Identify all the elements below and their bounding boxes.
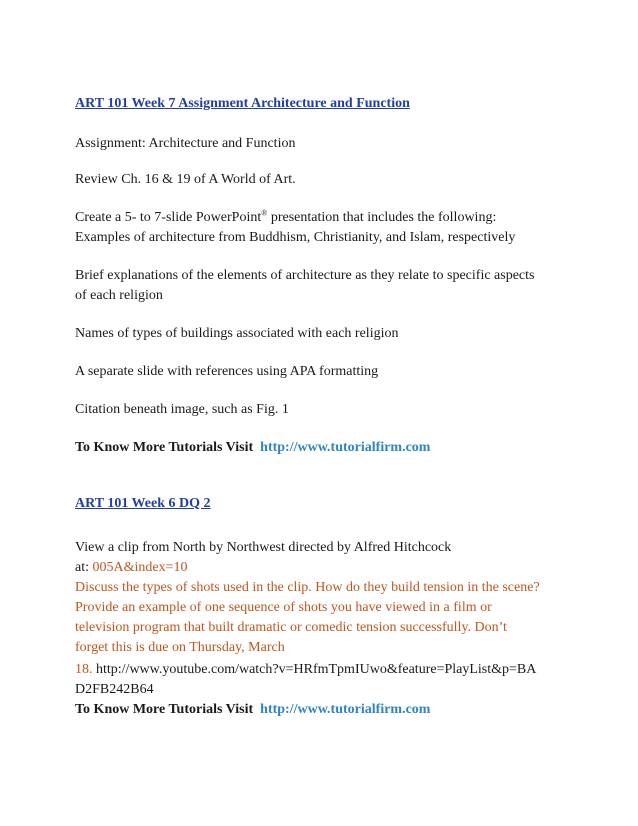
youtube-url-part2[interactable]: D2FB242B64	[75, 682, 154, 697]
tutorialfirm-link-2[interactable]: http://www.tutorialfirm.com	[260, 702, 431, 717]
review-text: Review Ch. 16 & 19 of A World of Art.	[75, 172, 296, 187]
provide-text-line1: Provide an example of one sequence of shots you have viewed in a film or	[75, 600, 492, 615]
more-tutorials-line-1	[75, 438, 430, 458]
separate-slide-text: A separate slide with references using APA formatting	[75, 364, 379, 379]
week7-heading-link[interactable]: ART 101 Week 7 Assignment Architecture and Function	[75, 96, 410, 111]
assignment-title: Assignment: Architecture and Function	[75, 136, 296, 151]
discuss-text: Discuss the types of shots used in the clip. How do they build tension in the scene?	[75, 580, 540, 595]
date-number: 18.	[75, 662, 96, 677]
url-line1[interactable]	[75, 660, 536, 680]
names-text: Names of types of buildings associated with each religion	[75, 326, 399, 341]
citation-text: Citation beneath image, such as Fig. 1	[75, 402, 289, 417]
week6-heading-link[interactable]: ART 101 Week 6 DQ 2	[75, 496, 211, 511]
forget-text: forget this is due on Thursday, March	[75, 640, 285, 655]
youtube-url-part1[interactable]: http://www.youtube.com/watch?v=HRfmTpmIUwo&feature=PlayList&p=BA	[96, 662, 537, 677]
create-post: presentation that includes the following:	[267, 210, 497, 225]
at-value: 005A&index=10	[92, 560, 188, 575]
brief-text-line1: Brief explanations of the elements of architecture as they relate to specific aspects	[75, 268, 535, 283]
more-tutorials-label: To Know More Tutorials Visit	[75, 440, 254, 455]
at-label: at:	[75, 560, 93, 575]
create-text	[75, 208, 496, 228]
view-clip-text: View a clip from North by Northwest directed by Alfred Hitchcock	[75, 540, 452, 555]
at-line	[75, 558, 188, 578]
brief-text-line2: of each religion	[75, 288, 163, 303]
examples-text: Examples of architecture from Buddhism, Christianity, and Islam, respectively	[75, 230, 516, 245]
registered-mark: ®	[261, 208, 268, 218]
more-tutorials-line-2	[75, 700, 430, 720]
provide-text-line2: television program that built dramatic or comedic tension successfully. Don’t	[75, 620, 507, 635]
create-pre: Create a 5- to 7-slide PowerPoint	[75, 210, 262, 225]
more-tutorials-label-2: To Know More Tutorials Visit	[75, 702, 254, 717]
tutorialfirm-link[interactable]: http://www.tutorialfirm.com	[260, 440, 431, 455]
